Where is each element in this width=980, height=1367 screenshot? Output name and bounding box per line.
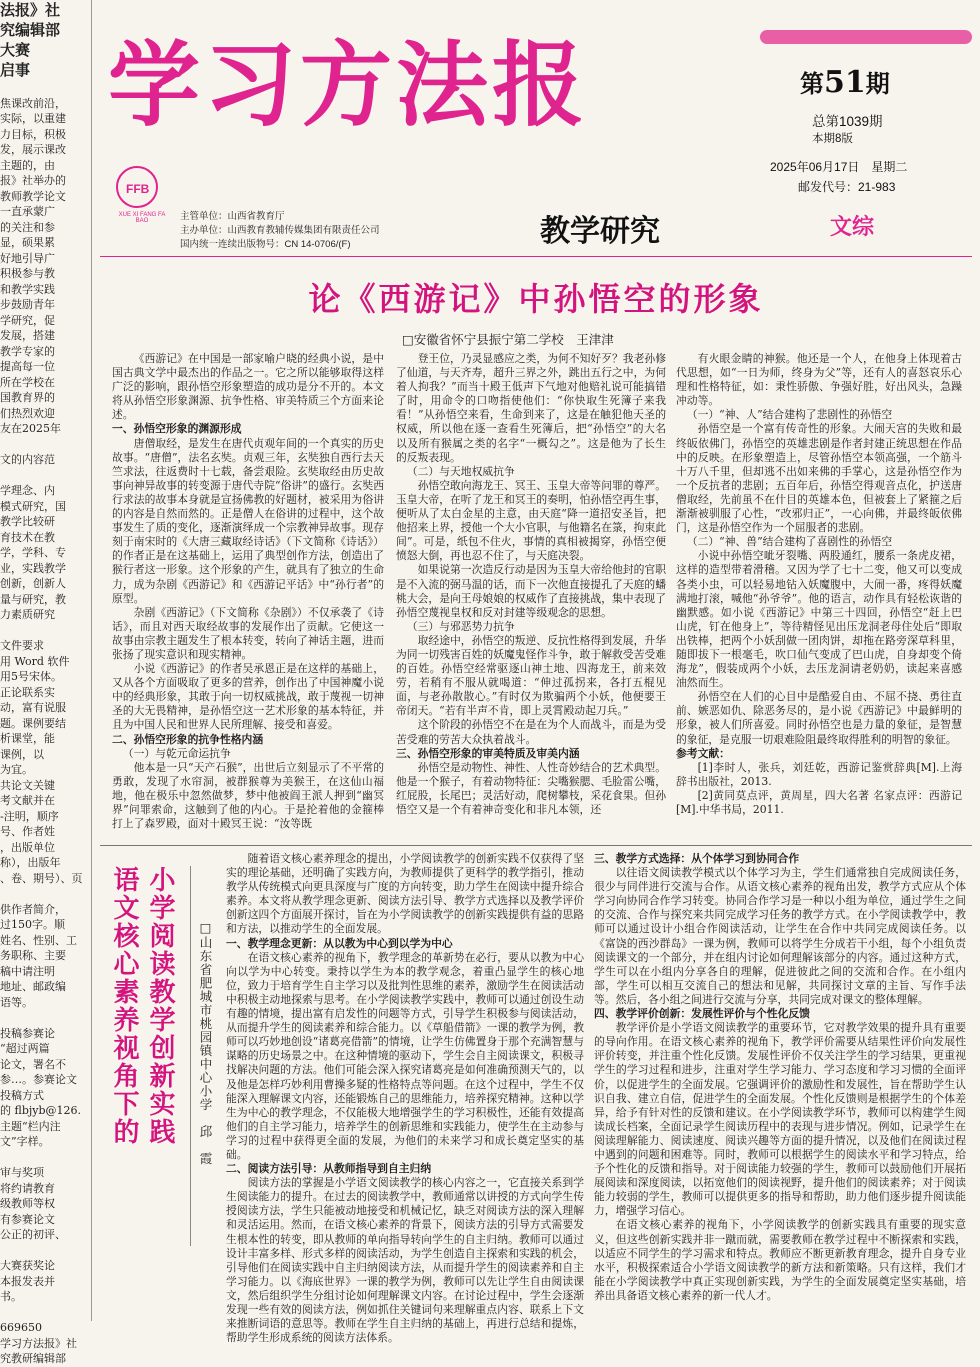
newspaper-title: 学习方法报 bbox=[108, 31, 589, 139]
left-strip-line: 语等。 bbox=[0, 995, 33, 1009]
left-strip-line: 量与研究，教 bbox=[0, 592, 66, 606]
section-heading: 三、孙悟空形象的审美特质及审美内涵 bbox=[396, 746, 580, 760]
left-strip-line: 究教研编辑部 bbox=[0, 1352, 66, 1365]
section-heading: 三、教学方式选择：从个体学习到协同合作 bbox=[594, 852, 800, 865]
paragraph: 孙悟空在人们的心目中是酷爱自由、不屈不挠、勇往直前、嫉恶如仇、除恶务尽的，是小说《西游记》中最鲜明的形象，被人们所喜爱。同时孙悟空也是力量的象征，是智慧的象征，是克服一切艰难险阻最终取得胜利的明智的象征。 bbox=[676, 690, 962, 746]
article-headline: 论《西游记》中孙悟空的形象 bbox=[308, 280, 764, 318]
left-strip-line: “超过两篇 bbox=[0, 1042, 50, 1055]
left-strip-line: 国教育界的 bbox=[0, 391, 55, 404]
paragraph: 这个阶段的孙悟空不在是在为个人而战斗，而是为受苦受难的劳苦大众执着战斗。 bbox=[396, 718, 666, 746]
left-strip-line: 动，富有说服 bbox=[0, 701, 66, 714]
total-issue: 总第1039期 bbox=[812, 114, 883, 129]
left-strip-line: 显，硕果累 bbox=[0, 236, 55, 249]
left-strip-line: 投稿方式 bbox=[0, 1088, 44, 1102]
left-strip-line: 务职称、主要 bbox=[0, 949, 66, 962]
left-strip-line: 称），出版年 bbox=[0, 856, 61, 869]
left-strip-line: 学研究，促 bbox=[0, 313, 55, 327]
left-strip-line: 模式研究，国 bbox=[0, 499, 66, 513]
left-strip-line: 发，展示课改 bbox=[0, 143, 66, 156]
left-strip-line: 步鼓励青年 bbox=[0, 298, 55, 311]
left-strip-line: 姓名、性别、工 bbox=[0, 933, 77, 947]
article1-column-1 bbox=[112, 352, 384, 840]
section-heading: 参考文献： bbox=[676, 746, 730, 760]
paragraph: 他本是一只“天产石猴”，出世后立刻显示了不平常的勇敢，发现了水帘洞，被群猴尊为美猴王，在这仙山福地，他在极乐中忽然做梦，梦中他被阎王派人押到“幽冥界”问罪索命，这触到了他的内心。于是抡着他的金箍棒打上了森罗殿，面对十殿冥王说：“汝等既 bbox=[112, 760, 384, 831]
article2-title-line-1: 小学阅读教学创新实践 bbox=[145, 866, 175, 1146]
left-strip-line: 析课堂，能 bbox=[0, 732, 55, 745]
left-strip-line: 学理念、内 bbox=[0, 484, 55, 497]
subsection-heading: （二）“神、兽”结合建构了喜剧性的孙悟空 bbox=[686, 535, 893, 549]
left-strip-line: 积极参与教 bbox=[0, 267, 55, 280]
paragraph: 教学评价是小学语文阅读教学的重要环节，它对教学效果的提升具有重要的导向作用。在语文核心素养的视角下，教学评价需要从结果性评价向发展性评价转变，并注重个性化反馈。发展性评价不仅关注学生的学习结果，更重视学生的学习过程和进步，注重对学生学习能力、学习态度和学习习惯的全面评价，以促进学生的全面发展。它强调评价的激励性和发展性，旨在帮助学生认识自我、建立自信，促进学生的全面发展。个性化反馈则是根据学生的个体差异，给予有针对性的反馈和建议。在小学阅读教学环节，教师可以构建学生阅读成长档案，全面记录学生阅读历程中的表现与进步情况。例如，记录学生在阅读理解能力、阅读速度、阅读兴趣等方面的提升情况，以及他们在阅读过程中遇到的问题和困难等。同时，教师可以根据学生的阅读水平和学习特点，给予个性化的反馈和指导。对于阅读能力较强的学生，教师可以鼓励他们开展拓展阅读和深度阅读，以拓宽他们的阅读视野，提升他们的阅读素养；对于阅读能力较弱的学生，教师可以提供更多的指导和帮助，助力他们逐步提升阅读能力，增强学习信心。 bbox=[594, 1021, 966, 1218]
subsection-heading: （一）与乾元命运抗争 bbox=[122, 746, 231, 760]
left-strip-line bbox=[0, 80, 89, 96]
supervisor-unit: 主管单位：山西省教育厅 bbox=[180, 211, 285, 222]
left-strip-line: 号、作者姓 bbox=[0, 825, 55, 838]
paragraph: 登王位，乃灵显感应之类，为何不知好歹？我老孙修了仙道，与天齐寿，超升三界之外，跳出五行之中，为何着人拘我？”而当十殿王低声下气地对他赔礼说可能搞错了时，用命令的口吻指使他们：“你快取生死簿子来我看！”从孙悟空来看，生命到来了，这是在触犯他天圣的权威，所以他在逐一查看生死簿后，把“孙悟空”的大名以及所有猴属之类的名字“一概勾之”。这是他为了长生的反叛表现。 bbox=[396, 352, 666, 464]
postal-code: 邮发代号：21-983 bbox=[798, 180, 896, 194]
left-strip-line: 提高每一位 bbox=[0, 360, 55, 373]
logo-caption: XUE XI FANG FA BAO bbox=[118, 212, 166, 224]
left-strip-line: 投稿参赛论 bbox=[0, 1026, 55, 1040]
left-strip-line: 题。课例要结 bbox=[0, 716, 66, 730]
left-strip-line: 用5号宋体。 bbox=[0, 670, 62, 683]
left-strip-line: 文”字样。 bbox=[0, 1135, 50, 1148]
left-strip-line: 审与奖项 bbox=[0, 1166, 44, 1179]
left-strip-line: 有参赛论文 bbox=[0, 1212, 55, 1226]
section-heading: 一、孙悟空形象的渊源形成 bbox=[112, 422, 242, 436]
left-strip-line: 和教学实践 bbox=[0, 282, 55, 296]
left-strip-line: 的关注和参 bbox=[0, 220, 55, 234]
paragraph: 小说中孙悟空呲牙裂嘴、两股通红，腰系一条虎皮裙，这样的造型带着滑稽。又因为学了七十二变，他又可以变成各类小虫，可以轻易地钻入妖魔腹中，大闹一番，疼得妖魔满地打滚，喊他“孙爷爷”。他的语言，动作具有轻松诙谐的幽默感。如小说《西游记》中第三十四回，孙悟空“赶上巴山虎，钉在他身上”，等待精怪见出压龙洞老母住处后“即取出铁棒，把两个小妖刮做一团肉饼，却拖在路旁深草科里，随即拔下一根毫毛，吹口仙气变成了巴山虎，自身却变个倚海龙”，假装成两个小妖，去压龙洞请老奶奶，读起来喜感油然而生。 bbox=[676, 549, 962, 690]
left-strip-line: -注明，顺序 bbox=[0, 809, 59, 823]
left-strip-line: 课例，以 bbox=[0, 747, 44, 761]
left-strip-line: 公正的初评、 bbox=[0, 1228, 66, 1241]
left-strip-line bbox=[0, 437, 89, 453]
left-strip-line: 669650 bbox=[0, 1321, 42, 1334]
paragraph: [1]李时人，张兵，刘廷乾，西游记鉴赏辞典[M].上海辞书出版社，2013. bbox=[676, 760, 962, 788]
paragraph: 阅读方法的掌握是小学语文阅读教学的核心内容之一，它直接关系到学生阅读能力的提升。在过去的阅读教学中，教师通常以讲授的方式向学生传授阅读方法，学生只能被动地接受和机械记忆，缺乏对阅读方法的深入理解和灵活运用。然而，在语文核心素养的背景下，阅读方法的引导方式需要发生根本性的转变，即从教师的单向指导转向学生的自主归纳。教师可以通过设计丰富多样、形式多样的阅读活动，为学生创造自主探索和实践的机会，引导他们在阅读实践中自主归纳阅读方法，从而提升学生的阅读素养和自主学习能力。以《海底世界》一课的教学为例，教师可以先让学生自由阅读课文，然后组织学生分组讨论如何理解课文内容。在讨论过程中，学生会逐渐发现一些有效的阅读方法，例如抓住关键词句来理解重点内容、联系上下文来推断词语的意思等。教师在学生自主归纳的基础上，再进行总结和提炼，帮助学生形成系统的阅读方法体系。 bbox=[226, 1176, 584, 1345]
left-strip-line bbox=[0, 468, 89, 484]
issue-number: 第51期 bbox=[800, 65, 890, 100]
left-strip-line: 育技术在教 bbox=[0, 530, 55, 544]
left-strip-line: 一直承蒙广 bbox=[0, 205, 55, 218]
paragraph: 以往语文阅读教学模式以个体学习为主，学生们通常独自完成阅读任务，很少与同伴进行交流与合作。从语文核心素养的视角出发，教学方式应从个体学习向协同合作学习转变。协同合作学习是一种以小组为单位，通过学生之间的交流、合作与探究来共同完成学习任务的教学方式。在小学阅读教学中，教师可以通过设计小组合作阅读活动，让学生在合作中共同完成阅读任务。以《富饶的西沙群岛》一课为例，教师可以将学生分成若干小组，每个小组负责阅读课文的一个部分，并在组内讨论如何理解该部分的内容。通过这种方式，学生可以在小组内分享各自的理解，促进彼此之间的交流和合作。在小组内部，学生可以相互交流自己的想法和见解，共同探讨文章的主旨、写作手法等。然后，各小组之间进行交流与分享，共同完成对课文的整体理解。 bbox=[594, 866, 966, 1006]
left-strip-notice bbox=[0, 0, 92, 1365]
paragraph: 有火眼金睛的神猴。他还是一个人，在他身上体现着古代思想，如“一日为师，终身为父”等，还有人的喜怒哀乐心理和性格特征，如：秉性骄傲、争强好胜，好出风头，急躁冲动等。 bbox=[676, 352, 962, 408]
left-strip-line bbox=[0, 1010, 89, 1026]
section-heading: 四、教学评价创新：发展性评价与个性化反馈 bbox=[594, 1007, 810, 1021]
left-strip-line: 们热烈欢迎 bbox=[0, 406, 55, 420]
left-strip-line: 焦课改前沿， bbox=[0, 96, 66, 110]
left-strip-line: 、卷、期号）、页 bbox=[0, 871, 83, 885]
paragraph: 唐僧取经，是发生在唐代贞观年间的一个真实的历史故事。“唐僧”，法名玄奘。贞观三年，玄奘独自西行去天竺求法，往返费时十七载，备尝艰险。玄奘取经由历史故事向神异故事的转变源于唐代寺院“俗讲”的盛行。玄奘西行求法的故事本身就是宣扬佛教的好题材，被采用为俗讲的内容是自然而然的。正是僧人在俗讲的过程中，这个故事发生了质的变化，逐渐演绎成一个宗教神异故事。现存刻于南宋时的《大唐三藏取经诗话》（下文简称《诗话》）的作者正是在这基础上，运用了典型创作方法，创造出了猴行者这一形象。这个形象的产生，就具有了独立的生命力，成为杂剧《西游记》和《西游记平话》中“孙行者”的原型。 bbox=[112, 436, 384, 605]
paragraph: 孙悟空是动物性、神性、人性奇妙结合的艺术典型。他是一个猴子，有着动物特征：尖嘴猴腮、毛脸雷公嘴，红屁股，长尾巴；灵活好动，爬树攀枝，采花食果。但孙悟空又是一个有着神奇变化和非凡本领，还 bbox=[396, 760, 666, 816]
left-strip-line: 大赛 bbox=[0, 41, 31, 59]
paragraph: 孙悟空是一个富有传奇性的形象。大闹天宫的失败和最终皈依佛门，孙悟空的英雄悲剧是作者封建正统思想在作品中的反映。在形象塑造上，尽管孙悟空本领高强，一个筋斗十万八千里，但却逃不出如来佛的手掌心，这是孙悟空作为一个反抗者的悲剧；五百年后，孙悟空得观音点化，护送唐僧取经，先前虽不在什目的英雄本色，但被套上了紧箍之后渐渐被驯服了心性，“改邪归正”，一心向佛，并最终皈依佛门，这是孙悟空作为一个屈服者的悲剧。 bbox=[676, 422, 962, 535]
article-divider bbox=[100, 845, 972, 846]
left-strip-line: 发展，搭建 bbox=[0, 329, 55, 342]
left-strip-line: 主题的，由 bbox=[0, 158, 55, 172]
paragraph: 随着语文核心素养理念的提出，小学阅读教学的创新实践不仅获得了坚实的理论基础，还明确了实践方向，为教师提供了更科学的教学指引，推动教学从传统模式向更具深度与广度的方向转变，助力学生在阅读中提升综合素养。本文将从教学理念更新、阅读方法引导、教学方式选择以及教学评价创新这四个方面展开探讨，旨在为小学阅读教学的创新实践提供有益的思路和方法，以推动学生的全面发展。 bbox=[226, 852, 584, 936]
left-strip-line: 好地引导广 bbox=[0, 251, 55, 265]
left-strip-line: 教学专家的 bbox=[0, 344, 55, 358]
section-heading: 二、阅读方法引导：从教师指导到自主归纳 bbox=[226, 1162, 432, 1176]
left-strip-line: 教学比较研 bbox=[0, 515, 55, 528]
article-byline: □安徽省怀宁县振宁第二学校 王津津 bbox=[402, 332, 614, 347]
article1-column-3 bbox=[676, 352, 962, 840]
left-strip-line: 所在学校在 bbox=[0, 375, 55, 389]
left-strip-line: 书。 bbox=[0, 1290, 22, 1303]
paragraph: 小说《西游记》的作者吴承恩正是在这样的基础上，又从各个方面吸取了更多的营养，创作出了中国神魔小说中的经典形象，其敢于向一切权威挑战，敢于蔑视一切神圣的大无畏精神，是孙悟空这一艺术形象的基本特征，并且为中国人民和世界人民所理解、接受和喜爱。 bbox=[112, 662, 384, 732]
left-strip-line bbox=[0, 1243, 89, 1259]
paragraph: 《西游记》在中国是一部家喻户晓的经典小说，是中国古典文学中最杰出的作品之一。它之所以能够取得这样广泛的影响，跟孙悟空形象塑造的成功是分不开的。本文将从孙悟空形象渊源、抗争性格、审美特质三个方面来论述。 bbox=[112, 352, 384, 422]
header-divider bbox=[100, 256, 972, 257]
left-strip-line: 过150字。顺 bbox=[0, 918, 65, 931]
title-divider bbox=[190, 866, 191, 1246]
subsection-heading: （二）与天地权威抗争 bbox=[406, 464, 515, 478]
section-heading: 一、教学理念更新：从以教为中心到以学为中心 bbox=[226, 936, 453, 950]
article1-column-2 bbox=[396, 352, 666, 840]
subsection-heading: （三）与邪恶势力抗争 bbox=[406, 619, 515, 633]
left-strip-line: 力素质研究 bbox=[0, 608, 55, 621]
left-strip-line bbox=[0, 1150, 89, 1166]
publication-number: 国内统一连续出版物号：CN 14-0706/(F) bbox=[180, 239, 351, 250]
paragraph: 如果说第一次造反行动是因为玉皇大帝给他封的官职是不入流的弼马温的话，而下一次他直接提孔了天庭的蟠桃大会，是向王母娘娘的权威作了直接挑战，集中表现了孙悟空蔑视皇权和反对封建等级观念的思想。 bbox=[396, 563, 666, 619]
paragraph: 孙悟空敢向海龙王、冥王、玉皇大帝等问罪的尊严。玉皇大帝，在听了龙王和冥王的奏明，怕孙悟空再生事，便听从了太白金星的主意，由天庭“降一道招安圣旨，把他招来上界，授他一个大小官职，与他籍名在箓，拘束此间”。可是，纸包不住火，事情的真相被揭穿，孙悟空便愤怒大倒，再也忍不住了，与天庭决裂。 bbox=[396, 478, 666, 563]
section-heading: 二、孙悟空形象的抗争性格内涵 bbox=[112, 732, 264, 746]
article2-column-1 bbox=[226, 852, 584, 1345]
article2-author: □山东省肥城市桃园镇中心小学 邱 霞 bbox=[198, 920, 213, 1166]
paragraph: 杂剧《西游记》（下文简称《杂剧》）不仅承袭了《诗话》，而且对西天取经故事的发展作出了贡献。它使这一故事由宗教主题发生了根本转变，转向了神话主题，进而张扬了现实意识和现实精神。 bbox=[112, 605, 384, 661]
left-strip-line: 创新，创新人 bbox=[0, 577, 66, 590]
left-strip-line: 报》社举办的 bbox=[0, 174, 66, 187]
article2-title-line-2: 语文核心素养视角下的 bbox=[109, 866, 139, 1146]
left-strip-line: ，出版单位 bbox=[0, 840, 55, 854]
column-tag: 文综 bbox=[830, 215, 875, 240]
left-strip-line: 究编辑部 bbox=[0, 21, 61, 39]
left-strip-line: 法报》社 bbox=[0, 1, 61, 19]
left-strip-line: 启事 bbox=[0, 61, 31, 79]
left-strip-line: 实际，以重建 bbox=[0, 112, 66, 125]
paragraph: 取经途中，孙悟空的叛逆、反抗性格得到发展，升华为同一切残害百姓的妖魔鬼怪作斗争，敢于解救受苦受难的百姓。孙悟空经常驱逐山神土地、四海龙王，前来效劳，若稍有不服从就喝道：“伸过孤拐来，各打五棍见面，与老孙散散心。”有时仅为欺骗两个小妖，他便要王帝闭天。“若有半声不肯，即上灵霄殿动起刀兵。” bbox=[396, 633, 666, 718]
subsection-heading: （一）“神、人”结合建构了悲剧性的孙悟空 bbox=[686, 408, 893, 422]
decorative-pink-bar bbox=[760, 30, 972, 44]
left-strip-line: 大赛获奖论 bbox=[0, 1259, 55, 1272]
article2-column-2 bbox=[594, 852, 966, 1312]
left-strip-line: 论文，署名不 bbox=[0, 1057, 66, 1071]
sponsor-unit: 主办单位：山西教育教辅传媒集团有限责任公司 bbox=[180, 225, 380, 236]
left-strip-line: 主题“栏内注 bbox=[0, 1119, 61, 1133]
left-strip-line: 将约请教育 bbox=[0, 1181, 55, 1195]
left-strip-line bbox=[0, 623, 89, 639]
left-strip-line: 教师教学论文 bbox=[0, 189, 66, 203]
edition-title: 教学研究 bbox=[540, 214, 660, 249]
left-strip-line: 学习方法报》社 bbox=[0, 1336, 77, 1350]
left-strip-line: 友在2025年 bbox=[0, 422, 61, 435]
left-strip-line: 级教师等权 bbox=[0, 1197, 55, 1210]
left-strip-line bbox=[0, 1305, 89, 1321]
left-strip-line: 地址、邮政编 bbox=[0, 980, 66, 993]
paragraph: 在语文核心素养的视角下，小学阅读教学的创新实践具有重要的现实意义，但这些创新实践并非一蹴而就，需要教师在教学过程中不断探索和实践，以适应不同学生的学习需求和特点。教师应不断更新教育理念，提升自身专业水平，积极探索适合小学语文阅读教学的新方法和新策略。只有这样，我们才能在小学阅读教学中真正实现创新实践，为学生的全面发展奠定坚实基础，培养出具备语文核心素养的新一代人才。 bbox=[594, 1218, 966, 1302]
left-strip-line: 供作者简介， bbox=[0, 902, 66, 916]
left-strip-line: 共论文关键 bbox=[0, 778, 55, 792]
left-strip-line: 的 flbjyb@126. bbox=[0, 1104, 82, 1117]
left-strip-line: 业，实践教学 bbox=[0, 561, 66, 575]
left-strip-line: 文的内容范 bbox=[0, 453, 55, 466]
left-strip-line: 用 Word 软件 bbox=[0, 654, 70, 668]
left-strip-line bbox=[0, 886, 89, 902]
paragraph: 在语文核心素养的视角下，教学理念的革新势在必行，要从以教为中心向以学为中心转变。秉持以学生为本的教学观念，着重凸显学生的核心地位，致力于培育学生自主学习以及批判性思维的素养，激励学生在阅读活动中积极主动地探索与思考。在小学阅读教学实践中，教师可以通过创设生动有趣的情境，提出富有启发性的问题等方式，引导学生积极参与阅读活动，从而提升学生的阅读素养和综合能力。以《草船借箭》一课的教学为例，教师可以巧妙地创设“诸葛亮借箭”的情境，让学生仿佛置身于那个充满智慧与谋略的历史场景之中。在这种情境的驱动下，学生会自主阅读课文，积极寻找解决问题的方法。他们可能会深入探究诸葛亮是如何准确预测天气的，以及他是怎样巧妙利用曹操多疑的性格特点等问题。在这个过程中，学生不仅能深入理解课文内容，还能锻炼自己的思维能力，培养探究精神。这种以学生为中心的教学理念，不仅能极大地增强学生的学习积极性，还能有效提高他们的自主学习能力，培养学生的创新思维和实践能力，使学生在主动参与学习的过程中获得更全面的发展，为他们的未来学习和成长奠定坚实的基础。 bbox=[226, 950, 584, 1161]
left-strip-line: 学，学科、专 bbox=[0, 546, 66, 559]
newspaper-logo bbox=[116, 166, 158, 208]
left-strip-line: 参…。参赛论文 bbox=[0, 1073, 77, 1086]
left-strip-line: 考文献并在 bbox=[0, 794, 55, 807]
paragraph: [2]黄同莫点评，黄周星，四大名著 名家点评：西游记[M].中华书局，2011. bbox=[676, 788, 962, 816]
left-strip-line: 文件要求 bbox=[0, 639, 44, 652]
logo-mark: FFB bbox=[126, 182, 150, 196]
issue-date: 2025年06月17日 星期二 bbox=[770, 160, 908, 174]
left-strip-line: 为宜。 bbox=[0, 763, 33, 776]
left-strip-line: 力目标，积极 bbox=[0, 127, 66, 141]
left-strip-line: 稿中请注明 bbox=[0, 964, 55, 978]
left-strip-line: 本报发表并 bbox=[0, 1274, 55, 1288]
page-count: 本期8版 bbox=[812, 133, 853, 145]
left-strip-line: 正论联系实 bbox=[0, 685, 55, 699]
